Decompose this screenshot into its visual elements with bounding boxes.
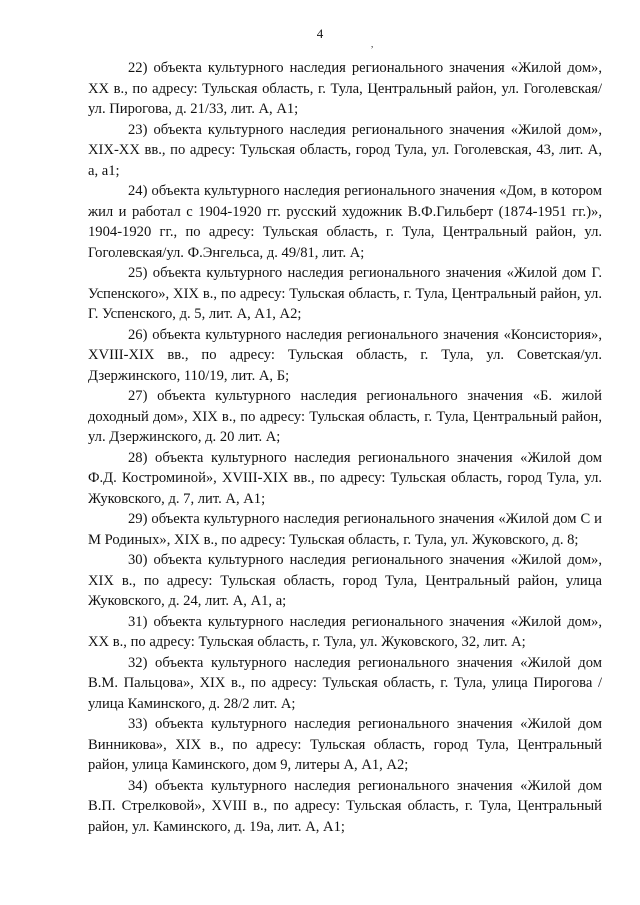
list-item-23: 23) объекта культурного наследия регионального значения «Жилой дом», XIX-XX вв., по адресу: Тульская область, город Тула, ул. Гоголевская, 43, лит. А, а, а1; xyxy=(88,121,602,179)
list-item-22: 22) объекта культурного наследия регионального значения «Жилой дом», XX в., по адресу: Тульская область, г. Тула, Центральный район, ул. Гоголевская/ул. Пирогова, д. 21/33, лит. А, А1; xyxy=(88,60,602,117)
list-item-33: 33) объекта культурного наследия регионального значения «Жилой дом Винникова», XIX в., по адресу: Тульская область, город Тула, Центральный район, улица Каминского, дом 9, литеры А, А1, А2; xyxy=(88,716,602,773)
list-item-26: 26) объекта культурного наследия регионального значения «Консистория», XVIII-XIX вв., по адресу: Тульская область, г. Тула, ул. Советская/ул. Дзержинского, 110/19, лит. А, Б; xyxy=(88,326,602,384)
list-item-29: 29) объекта культурного наследия регионального значения «Жилой дом С и М Родиных», XIX в., по адресу: Тульская область, г. Тула, ул. Жуковского, д. 8; xyxy=(88,511,602,548)
document-body xyxy=(88,58,602,837)
list-item-30: 30) объекта культурного наследия регионального значения «Жилой дом», XIX в., по адресу: Тульская область, город Тула, Центральный район, улица Жуковского, д. 24, лит. А, А1, а; xyxy=(88,552,602,609)
list-item-28: 28) объекта культурного наследия регионального значения «Жилой дом Ф.Д. Костроминой», XVIII-XIX вв., по адресу: Тульская область, город Тула, ул. Жуковского, д. 7, лит. А, А1; xyxy=(88,449,602,507)
list-item-24: 24) объекта культурного наследия регионального значения «Дом, в котором жил и работал с 1904-1920 гг. русский художник В.Ф.Гильберт (1874-1951 гг.)», 1904-1920 гг., по адресу: Тульская область, г. Тула, Центральный район, ул. Гоголевская/ул. Ф.Энгельса, д. 49/81, лит. А; xyxy=(88,183,602,261)
list-item-27: 27) объекта культурного наследия регионального значения «Б. жилой доходный дом», XIX в., по адресу: Тульская область, г. Тула, Центральный район, ул. Дзержинского, д. 20 лит. А; xyxy=(88,388,602,445)
list-item-34: 34) объекта культурного наследия регионального значения «Жилой дом В.П. Стрелковой», XVIII в., по адресу: Тульская область, г. Тула, Центральный район, ул. Каминского, д. 19а, лит. А, А1; xyxy=(88,777,602,835)
list-item-31: 31) объекта культурного наследия регионального значения «Жилой дом», XX в., по адресу: Тульская область, г. Тула, ул. Жуковского, 32, лит. А; xyxy=(88,613,602,650)
list-item-25: 25) объекта культурного наследия регионального значения «Жилой дом Г. Успенского», XIX в., по адресу: Тульская область, г. Тула, Центральный район, ул. Г. Успенского, д. 5, лит. А, А1, А2; xyxy=(88,265,602,322)
page-number: 4 xyxy=(316,26,324,41)
scan-mark: , xyxy=(371,39,374,49)
list-item-32: 32) объекта культурного наследия регионального значения «Жилой дом В.М. Пальцова», XIX в., по адресу: Тульская область, г. Тула, улица Пирогова /улица Каминского, д. 28/2 лит. А; xyxy=(88,654,602,712)
